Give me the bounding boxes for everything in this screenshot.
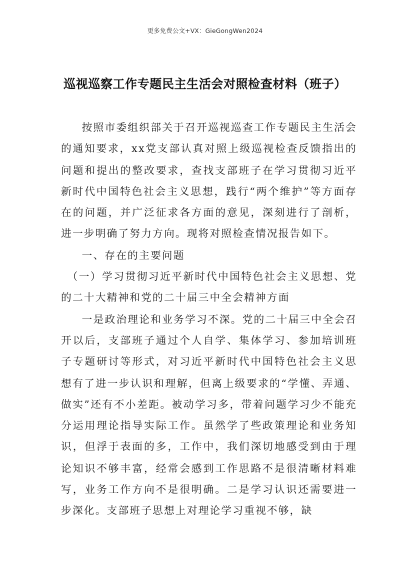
intro-paragraph: 按照市委组织部关于召开巡视巡查工作专题民主生活会的通知要求，xx党支部认真对照上级巡视检查反馈指出的问题和提出的整改要求，查找支部班子在学习贯彻习近平新时代中国特色社会主义思想，践行“两个维护”等方面存在的问题，并广泛征求各方面的意见，深刻进行了剖析，进一步明确了努力方向。现将对照检查情况报告如下。 <box>61 122 357 241</box>
header-note: 更多免费公文+VX：GieGongWen2024 <box>147 28 263 35</box>
document-title: 巡视巡察工作专题民主生活会对照检查材料（班子） <box>63 77 347 91</box>
subsection-heading: （一）学习贯彻习近平新时代中国特色社会主义思想、党的二十大精神和党的二十届三中全会精神方面 <box>61 271 357 305</box>
body-paragraph: 一是政治理论和业务学习不深。党的二十届三中全会召开以后，支部班子通过个人自学、集体学习、参加培训班子专题研讨等形式，对习近平新时代中国特色社会主义思想有了进一步认识和理解，但离上级要求的“学懂、弄通、做实”还有不小差距。被动学习多，带着问题学习少不能充分运用理论指导实际工作。虽然学了些政策理论和业务知识，但浮于表面的多，工作中，我们深切地感受到由于理论知识不够丰富，经常会感到工作思路不是很清晰材料难写，业务工作方向不是很明确。二是学习认识还需要进一步深化。支部班子思想上对理论学习重视不够，缺 <box>61 313 357 518</box>
section-heading: 一、存在的主要问题 <box>81 249 185 262</box>
document-body <box>61 118 357 523</box>
